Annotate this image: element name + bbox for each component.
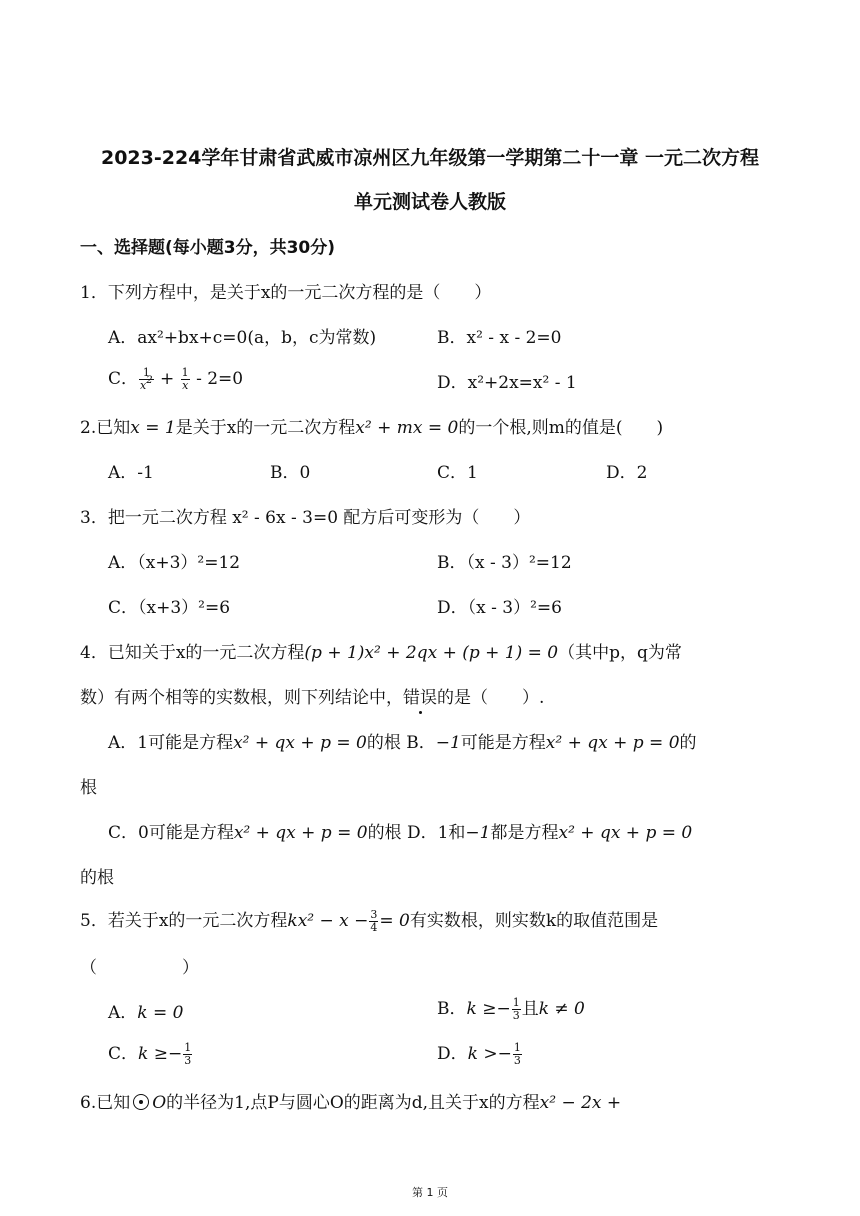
q3-stem: 3．把一元二次方程 x² - 6x - 3=0 配方后可变形为（ ） [80,508,531,528]
q6-math: x² − 2x + [539,1093,622,1113]
q1-option-c: C． $\frac{1}{x^2}$ + $\frac{1}{x}$ - 2=0 [108,366,244,392]
q5-text-1: 5．若关于x的一元二次方程 [80,911,288,931]
section-heading: 一、选择题(每小题3分，共30分) [80,238,336,258]
q5-paren: （ ） [80,958,199,978]
q5-d-frac-num: 1 [513,1041,521,1054]
q2-math-2: x² + mx = 0 [355,418,459,438]
q4-c-text: C．0可能是方程 [108,823,234,843]
q3-option-d: D．（x - 3）²=6 [437,598,562,618]
q1-frac-1: $\frac{1}{x^2}$ [140,366,153,392]
q4-b-post: 的 [679,733,697,753]
q5-frac-den: 4 [370,921,378,934]
q6-text-1: 6.已知 [80,1093,131,1113]
document-title-line2: 单元测试卷人教版 [353,191,506,213]
q5-b-label: B． [437,999,467,1019]
q5-a-label: A． [108,1003,138,1023]
page-footer: 第 1 页 [412,1186,448,1199]
q5-c-frac-den: 3 [184,1054,192,1067]
q5-frac [369,909,378,934]
q5-option-b [437,994,585,1022]
q4-c-eq: x² + qx + p = 0 [233,823,368,843]
q5-option-a [108,998,183,1023]
q5-b-frac [512,997,521,1022]
q1-option-b: B．x² - x - 2=0 [437,328,562,348]
q2-text-3: 的一个根,则m的值是( ) [458,418,664,438]
q5-d-label: D． [437,1044,468,1064]
q1-option-d: D．x²+2x=x² - 1 [437,373,577,393]
q5-math-2: = 0 [379,911,410,931]
q4-d-text: 都是方程 [490,823,559,843]
q1-frac-2: $\frac{1}{x}$ [181,366,189,392]
q4-options-ab [108,728,697,753]
q4-stem-line1 [80,638,682,663]
q5-option-d [437,1039,523,1067]
q4-a-text: A．1可能是方程 [108,733,234,753]
q4-d-eq: x² + qx + p = 0 [558,823,693,843]
q4-b-text: 可能是方程 [460,733,546,753]
q6-circle-label: O [152,1093,167,1113]
q4-equation: (p + 1)x² + 2qx + (p + 1) = 0 [304,643,559,663]
q2-option-b: B．0 [270,463,311,483]
q4-text-2: （其中p，q为常 [558,643,682,663]
q4-options-cd [108,818,692,843]
q2-option-c: C．1 [437,463,478,483]
q6-text-2: 的半径为1,点P与圆心O的距离为d,且关于x的方程 [166,1093,540,1113]
q5-d-frac-den: 3 [513,1054,521,1067]
q5-d-frac [513,1042,522,1067]
q4-d-num: −1 [465,823,491,843]
q3-option-c: C．（x+3）²=6 [108,598,231,618]
q5-b-and: 且 [521,999,539,1019]
q2-math-1: x = 1 [130,418,176,438]
q2-option-a: A．-1 [108,463,154,483]
q4-stem-line2 [80,683,544,708]
q5-option-c [108,1039,193,1067]
q5-frac-num: 3 [370,908,378,921]
q5-a-math: k = 0 [137,1003,184,1023]
q2-option-d: D．2 [606,463,648,483]
q5-stem [80,906,658,934]
q6-stem [80,1088,621,1113]
q5-d-math: k >− [467,1044,512,1064]
q1-stem: 1．下列方程中，是关于x的一元二次方程的是（ ） [80,283,492,303]
q4-wrap-1: 根 [80,778,97,798]
q4-text-3: 数）有两个相等的实数根，则下列结论中， [80,688,403,708]
q5-math-1: kx² − x − [287,911,369,931]
q4-b-num: −1 [435,733,461,753]
q2-text-2: 是关于x的一元二次方程 [175,418,356,438]
q3-option-a: A．（x+3）²=12 [108,553,241,573]
q2-stem [80,413,663,438]
q4-text-4: 的是（ ）. [437,688,545,708]
q5-b-frac-den: 3 [512,1009,520,1022]
q4-wrap-2: 的根 [80,868,114,888]
q2-text-1: 2.已知 [80,418,131,438]
circle-dot-icon [133,1094,149,1110]
q1-option-c-rest: - 2=0 [190,369,244,389]
q5-c-frac [183,1042,192,1067]
q5-text-2: 有实数根，则实数k的取值范围是 [409,911,659,931]
q5-c-frac-num: 1 [184,1041,192,1054]
q4-emphasis-wrong: 错误 [403,688,437,708]
q4-c-post: 的根 D．1和 [367,823,466,843]
q3-option-b: B．（x - 3）²=12 [437,553,572,573]
q1-option-c-label: C． [108,369,139,389]
q4-a-eq: x² + qx + p = 0 [233,733,367,753]
q1-option-a: A．ax²+bx+c=0(a，b，c为常数) [108,328,377,348]
document-title-line1: 2023-224学年甘肃省武威市凉州区九年级第一学期第二十一章 一元二次方程 [100,147,760,169]
q4-a-post: 的根 B． [366,733,436,753]
q5-b-math2: k ≠ 0 [538,999,585,1019]
q4-b-eq: x² + qx + p = 0 [545,733,680,753]
q5-c-label: C． [108,1044,139,1064]
q5-c-math: k ≥− [138,1044,183,1064]
q4-text-1: 4．已知关于x的一元二次方程 [80,643,305,663]
q5-b-frac-num: 1 [512,996,520,1009]
q5-b-math: k ≥− [466,999,511,1019]
